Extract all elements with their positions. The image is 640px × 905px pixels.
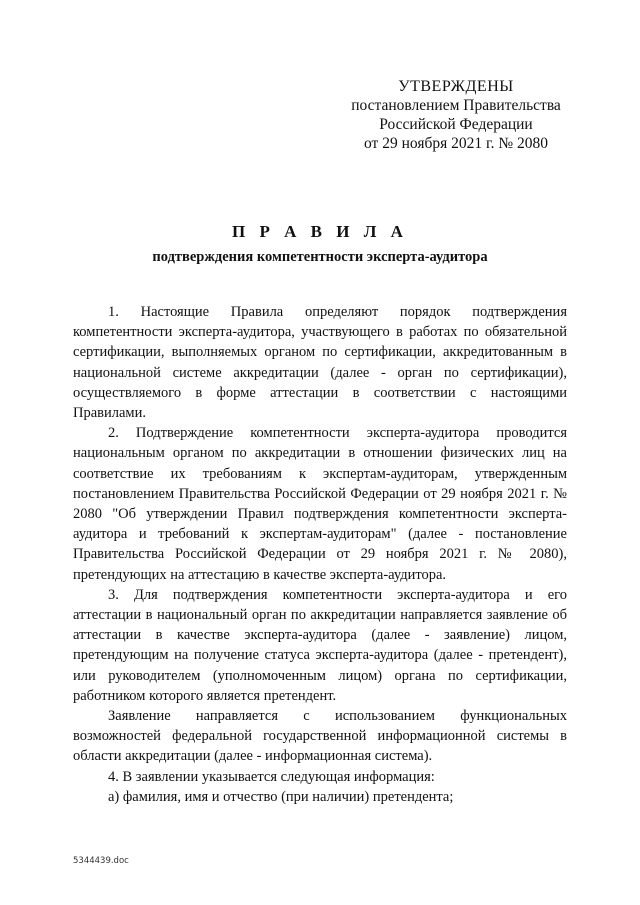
- approval-line-1: постановлением Правительства: [351, 97, 561, 114]
- document-body: [73, 302, 567, 807]
- paragraph-6: а) фамилия, имя и отчество (при наличии) претендента;: [108, 788, 454, 805]
- approval-stamp: [336, 77, 576, 153]
- footer-file-code: 5344439.doc: [73, 856, 129, 866]
- approval-line-2: Российской Федерации: [379, 116, 533, 133]
- paragraph-2: 2. Подтверждение компетентности эксперта-аудитора проводится национальным органом по аккредитации в отношении физических лиц на соответствие их требованиям к экспертам-аудиторам, утвержденным постановлением Правительства Российской Федерации от 29 ноября 2021 г. № 2080 "Об утверждении Правил подтверждения компетентности эксперта-аудитора и требований к экспертам-аудиторам" (далее - постановление Правительства Российской Федерации от 29 ноября 2021 г. № 2080), претендующих на аттестацию в качестве эксперта-аудитора.: [73, 425, 567, 583]
- paragraph-5: 4. В заявлении указывается следующая информация:: [108, 768, 435, 785]
- approval-heading: УТВЕРЖДЕНЫ: [398, 78, 514, 95]
- approval-line-3: от 29 ноября 2021 г. № 2080: [364, 135, 548, 152]
- paragraph-4: Заявление направляется с использованием функциональных возможностей федеральной государственной информационной системы в области аккредитации (далее - информационная система).: [73, 708, 567, 765]
- paragraph-3: 3. Для подтверждения компетентности эксперта-аудитора и его аттестации в национальный орган по аккредитации направляется заявление об аттестации в качестве эксперта-аудитора (далее - заявление) лицом, претендующим на получение статуса эксперта-аудитора (далее - претендент), или руководителем (уполномоченным лицом) органа по сертификации, работником которого является претендент.: [73, 586, 567, 704]
- document-subtitle: подтверждения компетентности эксперта-аудитора: [152, 249, 488, 265]
- paragraph-1: 1. Настоящие Правила определяют порядок подтверждения компетентности эксперта-аудитора, участвующего в работах по обязательной сертификации, выполняемых органом по сертификации, аккредитованным в национальной системе аккредитации (далее - орган по сертификации), осуществляемого в форме аттестации в соответствии с настоящими Правилами.: [73, 304, 567, 422]
- document-title: П Р А В И Л А: [232, 222, 408, 241]
